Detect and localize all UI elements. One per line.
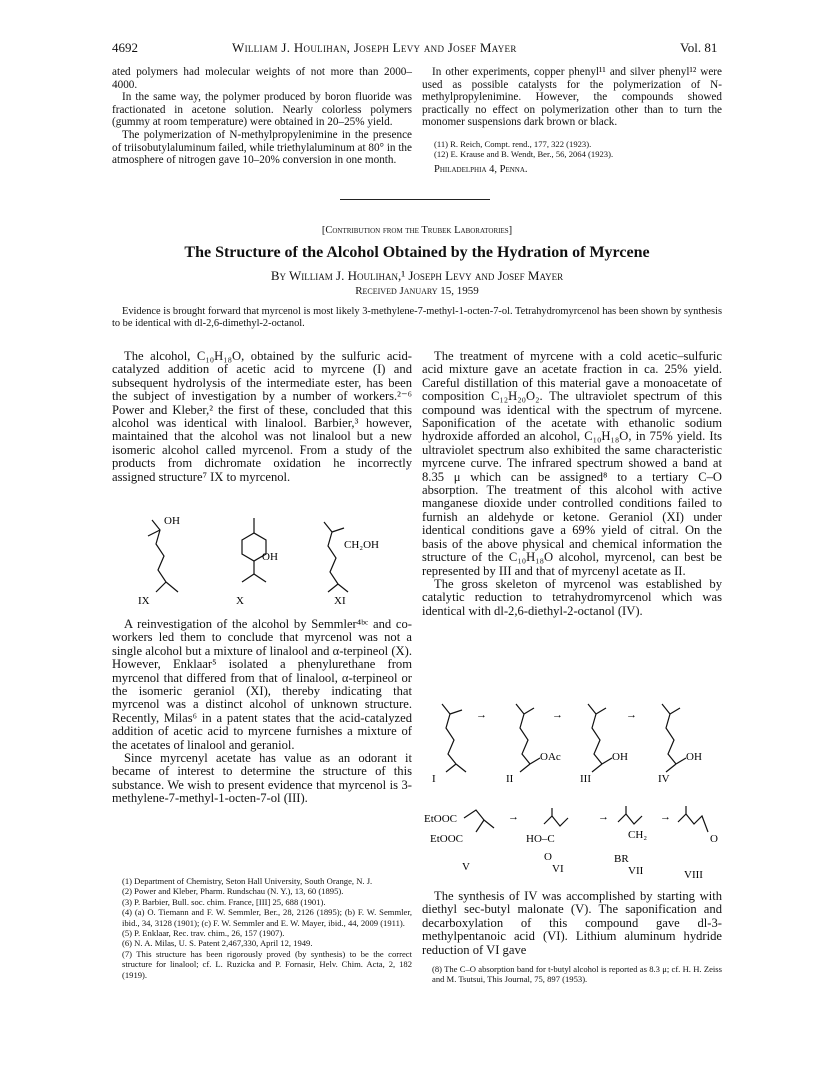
paragraph: The polymerization of N-methylpropylenimine in the presence of triisobutylaluminum failed, while triethylaluminum at 80° in the atmosphere of nitrogen gave 10–20% conversion in one month. <box>112 128 412 167</box>
label-i: I <box>432 773 436 785</box>
left-footnotes <box>112 876 412 980</box>
footnote: (7) This structure has been rigorously proved (by synthesis) to be the correct structure for linalool; cf. L. Ruzicka and P. Fornasir, Helv. Chim. Acta, 2, 182 (1919). <box>122 948 412 980</box>
page-number: 4692 <box>112 40 138 55</box>
label-ix: IX <box>138 595 150 607</box>
label-oac: OAc <box>540 751 561 763</box>
paragraph: ated polymers had molecular weights of not more than 2000–4000. <box>112 66 412 91</box>
paragraph: In other experiments, copper phenyl¹¹ and silver phenyl¹² were used as possible catalysts for the polymerization of N-methylpropylenimine. However, the compounds showed practically no effect on polymerization other than to turn the monomer suspensions dark brown or black. <box>422 66 722 129</box>
paragraph: A reinvestigation of the alcohol by Semmler⁴ᵇᶜ and co-workers led them to conclude that myrcenol was not a single alcohol but a mixture of linalool and α-terpineol (X). However, Enklaar⁵ isolated a phenylurethane from myrcenol that differed from that of linalool, α-terpineol or the isomeric geraniol (XI), thereby indicating that myrcenol was a distinct alcohol of unknown structure. Recently, Milas⁶ in a patent states that the acid-catalyzed addition of acetic acid to myrcene furnishes a mixture of the acetates of linalool and geraniol. <box>112 617 412 752</box>
article-title: The Structure of the Alcohol Obtained by the Hydration of Myrcene <box>184 244 650 261</box>
label-oh: OH <box>612 751 628 763</box>
label-viii: VIII <box>684 869 703 881</box>
label-xi: XI <box>334 595 346 607</box>
label-hoc: HO–C <box>526 833 555 845</box>
scheme-ix-x-xi <box>112 508 412 608</box>
running-title: William J. Houlihan, Joseph Levy and Josef Mayer <box>232 40 517 55</box>
abstract-text: Evidence is brought forward that myrcenol is most likely 3-methylene-7-methyl-1-octen-7-ol. Tetrahydromyrcenol has been shown by synthesis to be identical with dl-2,6-dimethyl-2-octanol. <box>112 306 722 329</box>
divider <box>340 199 490 200</box>
left-body-column-cont <box>112 618 412 806</box>
label-etooc: EtOOC <box>424 813 457 825</box>
footnote: (12) E. Krause and B. Wendt, Ber., 56, 2064 (1923). <box>434 149 614 160</box>
label-ch2oh: CH₂OH <box>344 539 380 551</box>
structure-v <box>464 810 484 832</box>
structure-ii <box>516 704 530 764</box>
footnote: (3) P. Barbier, Bull. soc. chim. France, [III] 25, 688 (1901). <box>122 896 326 907</box>
label-oh: OH <box>686 751 702 763</box>
label-o: O <box>710 833 718 845</box>
footnote: (6) N. A. Milas, U. S. Patent 2,467,330, April 12, 1949. <box>122 938 313 949</box>
top-left-column <box>112 66 412 167</box>
paragraph: The alcohol, C₁₀H₁₈O, obtained by the sulfuric acid-catalyzed addition of acetic acid to myrcene (I) and subsequent hydrolysis of the intermediate ester, has been the subject of investigation by a number of workers.²⁻⁶ Power and Kleber,² the first of these, concluded that this alcohol was identical with linalool. Barbier,³ however, maintained that the alcohol was not linalool but a new isomeric alcohol called myrcenol. From a study of the products from dichromate oxidation he incorrectly assigned structure⁷ IX to myrcenol. <box>112 349 412 484</box>
right-body-column <box>422 350 722 618</box>
label-vii: VII <box>628 865 644 877</box>
arrow: → <box>598 811 609 823</box>
footnote: (1) Department of Chemistry, Seton Hall University, South Orange, N. J. <box>122 876 373 886</box>
paragraph: The synthesis of IV was accomplished by starting with diethyl sec-butyl malonate (V). The saponification and decarboxylation of this compound gave dl-3-methylpentanoic acid (VI). Lithium aluminum hydride reduction of VI gave <box>422 889 722 957</box>
label-etooc: EtOOC <box>430 833 463 845</box>
label-oh: OH <box>164 515 180 527</box>
footnote: (2) Power and Kleber, Pharm. Rundschau (N. Y.), 13, 60 (1895). <box>122 886 344 897</box>
label-v: V <box>462 861 470 873</box>
paragraph: The gross skeleton of myrcenol was established by catalytic reduction to tetrahydromyrcenol which was identical with dl-2,6-diethyl-2-octanol (IV). <box>422 576 722 618</box>
top-right-column <box>422 66 722 176</box>
structure-ix <box>152 520 166 582</box>
footnote: (4) (a) O. Tiemann and F. W. Semmler, Ber., 28, 2126 (1895); (b) F. W. Semmler, ibid., 34, 3128 (1901); (c) F. W. Semmler and E. W. Mayer, ibid., 44, 2009 (1911). <box>122 907 412 928</box>
label-ii: II <box>506 773 514 785</box>
right-footnote <box>422 964 722 985</box>
label-x: X <box>236 595 244 607</box>
left-body-column <box>112 350 412 484</box>
arrow: → <box>476 709 487 721</box>
arrow: → <box>508 811 519 823</box>
label-iv: IV <box>658 773 670 785</box>
structure-iv <box>662 704 676 764</box>
footnote: (8) The C–O absorption band for t-butyl alcohol is reported as 8.3 μ; cf. H. H. Zeiss and M. Tsutsui, This Journal, 75, 897 (1953). <box>432 964 722 985</box>
authors: By William J. Houlihan,¹ Joseph Levy and Josef Mayer <box>270 268 564 283</box>
label-oh: OH <box>262 551 278 563</box>
footnote: (11) R. Reich, Compt. rend., 177, 322 (1923). <box>434 138 592 149</box>
paragraph: In the same way, the polymer produced by boron fluoride was fractionated in acetone solution. Nearly colorless polymers (gummy at room temperature) were obtained in 20–25% yield. <box>112 91 412 129</box>
label-o: O <box>544 851 552 863</box>
right-body-column-cont <box>422 890 722 957</box>
label-vi: VI <box>552 863 564 875</box>
footnotes-top <box>422 139 722 160</box>
structure-iii <box>588 704 602 764</box>
label-iii: III <box>580 773 591 785</box>
paragraph: Since myrcenyl acetate has value as an odorant it became of interest to determine the structure of this substance. We wish to present evidence that myrcenol is 3-methylene-7-methyl-1-octen-7-ol (III). <box>112 751 412 806</box>
structure-vi <box>544 816 568 826</box>
label-br: BR <box>614 853 629 865</box>
paragraph: The treatment of myrcene with a cold acetic–sulfuric acid mixture gave an acetate fraction in ca. 25% yield. Careful distillation of this material gave a monoacetate of composition C₁₂H₂₀O₂. The ultraviolet spectrum of this compound was identical with the spectrum of myrcene. Saponification of the acetate with ethanolic sodium hydroxide afforded an alcohol, C₁₀H₁₈O, in 75% yield. Its ultraviolet spectrum also exhibited the same characteristic myrcene curve. The infrared spectrum showed a band at 8.35 μ which can be assigned⁸ to a tertiary C–O absorption. The treatment of this alcohol with active manganese dioxide under controlled conditions failed to furnish an aldehyde or ketone. Geraniol (XI) under identical conditions gave a 69% yield of citral. On the basis of the above physical and chemical information the structure of the C₁₀H₁₈O alcohol, myrcenol, can best be represented by III and that of myrcenyl acetate as II. <box>422 349 722 578</box>
arrow: → <box>660 811 671 823</box>
abstract <box>112 306 722 329</box>
scheme-i-iv <box>422 690 722 785</box>
scheme-v-viii <box>422 798 722 883</box>
contribution-line: [Contribution from the Trubek Laboratories] <box>321 225 513 236</box>
arrow: → <box>626 709 637 721</box>
location: Philadelphia 4, Penna. <box>434 163 528 175</box>
received-date: Received January 15, 1959 <box>355 285 479 297</box>
structure-viii <box>678 814 708 832</box>
structure-vii <box>618 814 642 824</box>
footnote: (5) P. Enklaar, Rec. trav. chim., 26, 157 (1907). <box>122 928 285 939</box>
label-ch2: CH₂ <box>628 829 648 841</box>
volume-number: Vol. 81 <box>680 40 718 55</box>
arrow: → <box>552 709 563 721</box>
